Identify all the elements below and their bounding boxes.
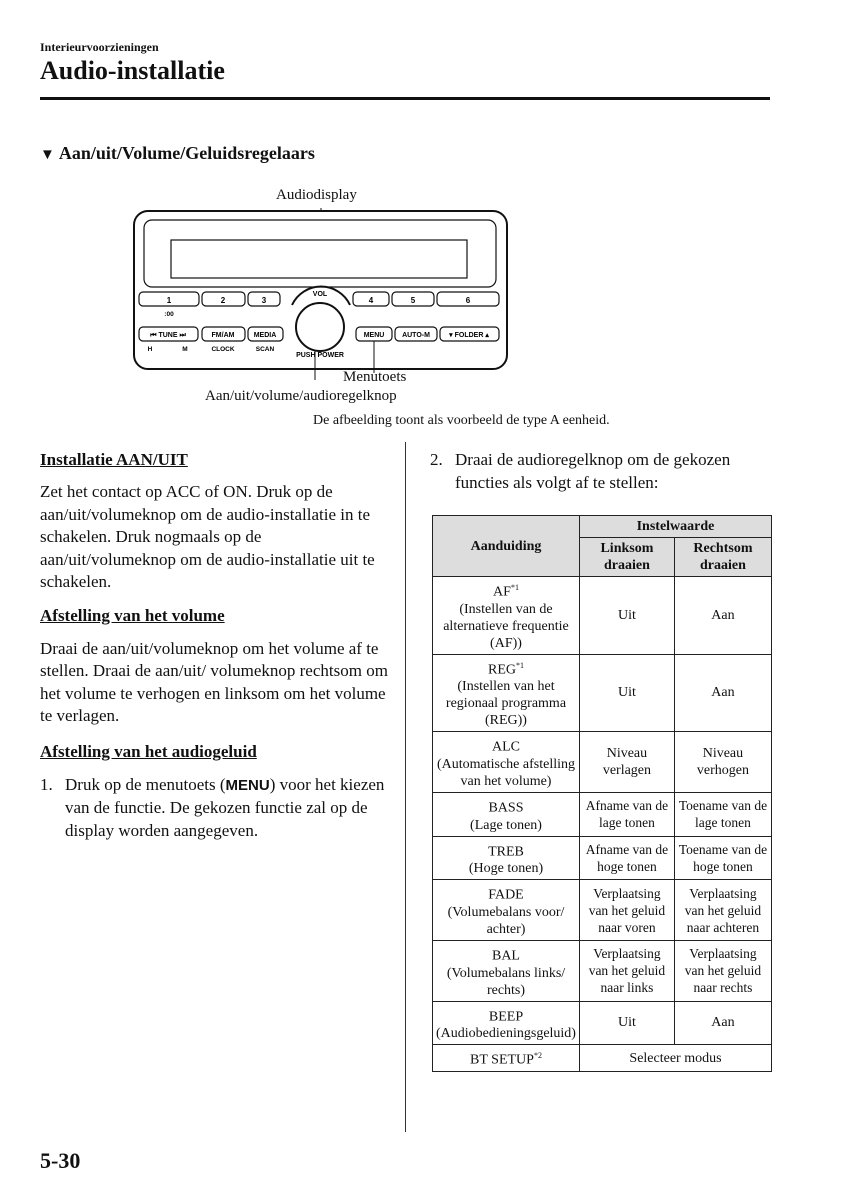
section-title: ▼ Aan/uit/Volume/Geluidsregelaars [40,143,315,163]
row-linksom: Uit [579,1001,674,1045]
settings-table [432,515,772,1072]
row-rechtsom: Aan [674,654,771,732]
push-power-label: PUSH POWER [296,352,344,359]
tune-button-label: ⏮ TUNE ⏭ [150,332,186,339]
preset-sub-00: :00 [164,311,174,318]
row-linksom: Afname van de hoge tonen [579,836,674,880]
row-rechtsom: Toename van de lage tonen [674,792,771,836]
sub-m: M [182,346,188,353]
row-linksom: Uit [579,654,674,732]
page-number: 5-30 [40,1148,81,1173]
label-knop: Aan/uit/volume/audioregelknop [205,388,397,404]
row-label: BASS (Lage tonen) [433,792,580,836]
folder-button-label: ▾ FOLDER ▴ [449,332,489,339]
row-label: BEEP (Audiobedieningsgeluid) [433,1001,580,1045]
preset-2: 2 [220,296,226,305]
row-label: ALC (Automatische afstelling van het volume) [433,732,580,793]
left-column [40,449,390,842]
preset-1: 1 [166,296,172,305]
row-label: BAL (Volumebalans links/ rechts) [433,940,580,1001]
row-label: AF$^{*1}$ (Instellen van de alternatieve frequentie (AF)) [433,577,580,655]
row-linksom: Verplaatsing van het geluid naar links [579,940,674,1001]
list-item: 2. Draai de audioregelknop om de gekozen functies als volgt af te stellen: [430,450,731,492]
label-audiodisplay: Audiodisplay [276,187,357,203]
preset-4: 4 [368,296,374,305]
figure-caption: De afbeelding toont als voorbeeld de type A eenheid. [313,413,610,428]
preset-6: 6 [465,296,471,305]
header-instelwaarde: Instelwaarde [579,516,771,538]
paragraph-installatie: Zet het contact op ACC of ON. Druk op de aan/uit/volumeknop om de audio-installatie in te schakelen. Druk nogmaals op de aan/uit/volumeknop om de audio-installatie uit te schakelen. [40,482,375,591]
header-aanduiding: Aanduiding [433,516,580,577]
vol-label: VOL [312,291,328,298]
table-row [433,577,772,655]
row-rechtsom: Verplaatsing van het geluid naar rechts [674,940,771,1001]
table-row [433,732,772,793]
row-rechtsom: Aan [674,1001,771,1045]
media-button-label: MEDIA [253,332,277,339]
row-rechtsom: Verplaatsing van het geluid naar achteren [674,880,771,941]
preset-5: 5 [410,296,416,305]
header-rule [40,97,770,100]
fmam-button-label: FM/AM [211,332,235,339]
preset-3: 3 [261,296,267,305]
label-menutoets: Menutoets [343,369,407,385]
paragraph-volume: Draai de aan/uit/volumeknop om het volume af te stellen. Draai de aan/uit/ volumeknop rechtsom om het volume te verhogen en linksom om het volume te verlagen. [40,638,388,725]
table-row [433,940,772,1001]
right-column [430,449,775,494]
heading-volume: Afstelling van het volume [40,605,225,625]
running-header: Interieurvoorzieningen [40,40,159,54]
row-rechtsom: Toename van de hoge tonen [674,836,771,880]
row-label: FADE (Volumebalans voor/ achter) [433,880,580,941]
table-row [433,1001,772,1045]
table-row [433,880,772,941]
autom-button-label: AUTO-M [402,332,430,339]
sub-h: H [147,346,153,353]
list-item: 1. Druk op de menutoets (MENU) voor het kiezen van de functie. De gekozen functie zal op de display worden aangegeven. [40,774,385,840]
triangle-down-icon: ▼ [40,147,55,163]
sub-scan: SCAN [255,346,275,353]
row-linksom: Niveau verlagen [579,732,674,793]
row-linksom: Verplaatsing van het geluid naar voren [579,880,674,941]
table-row [433,792,772,836]
row-linksom: Afname van de lage tonen [579,792,674,836]
audio-unit-illustration [125,205,520,380]
menu-key-label: MENU [225,776,270,794]
row-label: REG$^{*1}$ (Instellen van het regionaal programma (REG)) [433,654,580,732]
row-rechtsom: Niveau verhogen [674,732,771,793]
page-title: Audio-installatie [40,56,225,85]
heading-installatie: Installatie AAN/UIT [40,450,188,469]
menu-button-label: MENU [363,332,385,339]
sub-clock: CLOCK [211,346,235,353]
table-row [433,836,772,880]
header-rechtsom: Rechtsom draaien [674,538,771,577]
row-rechtsom: Aan [674,577,771,655]
column-divider [405,442,406,1132]
heading-audiogeluid: Afstelling van het audiogeluid [40,741,257,761]
row-label: TREB (Hoge tonen) [433,836,580,880]
table-row [433,654,772,732]
row-linksom: Uit [579,577,674,655]
header-linksom: Linksom draaien [579,538,674,577]
table-row: BT SETUP$^{*2}$ Selecteer modus [433,1045,772,1072]
